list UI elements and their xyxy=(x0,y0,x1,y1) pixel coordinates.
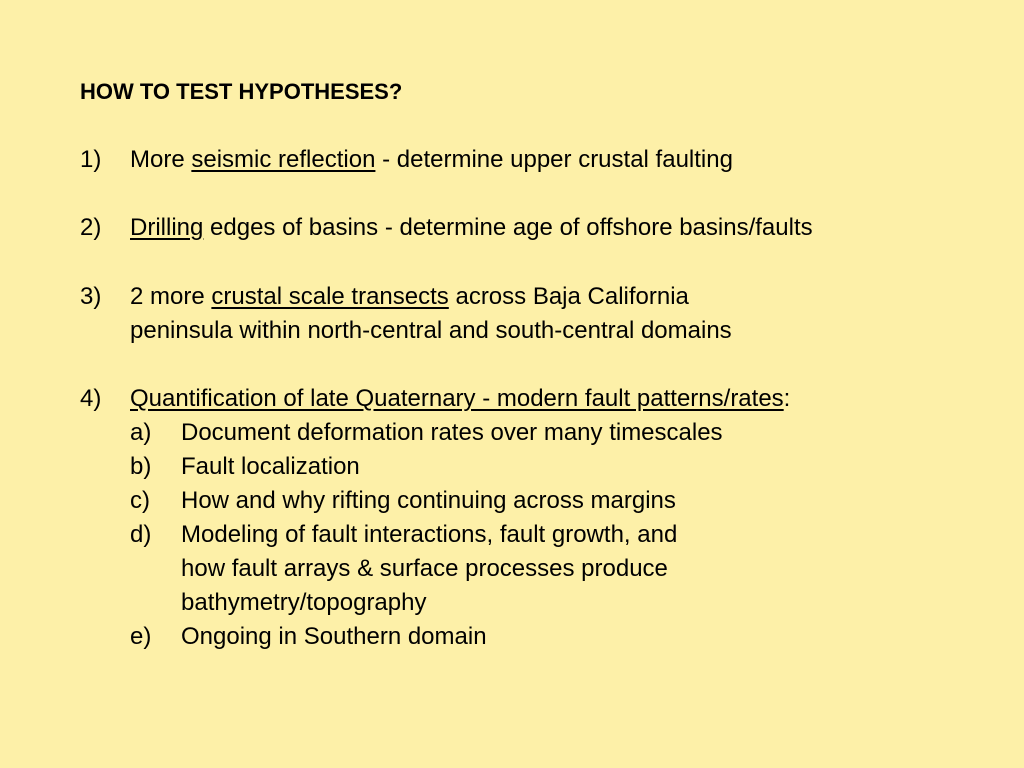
subitem-c-text: How and why rifting continuing across margins xyxy=(181,487,676,514)
subitem-b-text: Fault localization xyxy=(181,453,360,480)
item-1-pre: More xyxy=(130,146,192,173)
item-2-number: 2) xyxy=(80,214,102,241)
subitem-e-text: Ongoing in Southern domain xyxy=(181,623,487,650)
item-3-continuation: peninsula within north-central and south-central domains xyxy=(130,317,732,344)
item-4-emphasis: Quantification of late Quaternary - modern fault patterns/rates xyxy=(130,385,784,412)
item-3-number: 3) xyxy=(80,283,102,310)
item-3-text xyxy=(130,280,689,314)
item-4-post: : xyxy=(783,385,791,412)
item-1-text xyxy=(130,143,733,177)
item-3-emphasis: crustal scale transects xyxy=(211,283,449,310)
item-1-post: - determine upper crustal faulting xyxy=(375,146,733,173)
subitem-d-text: Modeling of fault interactions, fault growth, and xyxy=(181,521,678,548)
item-1-number: 1) xyxy=(80,146,102,173)
subitem-d-letter: d) xyxy=(130,521,152,548)
subitem-c-letter: c) xyxy=(130,487,150,514)
subitem-a-letter: a) xyxy=(130,419,152,446)
subitem-d-continuation-1: how fault arrays & surface processes produce xyxy=(181,555,668,582)
item-4-text xyxy=(130,382,790,416)
item-4-number: 4) xyxy=(80,385,102,412)
item-1-emphasis: seismic reflection xyxy=(191,146,376,173)
item-2-emphasis: Drilling xyxy=(130,214,204,241)
item-3-pre: 2 more xyxy=(130,283,212,310)
subitem-e-letter: e) xyxy=(130,623,152,650)
slide-title: HOW TO TEST HYPOTHESES? xyxy=(80,79,403,104)
item-2-post: edges of basins - determine age of offshore basins/faults xyxy=(203,214,813,241)
item-3-post: across Baja California xyxy=(448,283,689,310)
subitem-a-text: Document deformation rates over many timescales xyxy=(181,419,723,446)
subitem-d-continuation-2: bathymetry/topography xyxy=(181,589,427,616)
subitem-b-letter: b) xyxy=(130,453,152,480)
item-2-text xyxy=(130,211,813,245)
